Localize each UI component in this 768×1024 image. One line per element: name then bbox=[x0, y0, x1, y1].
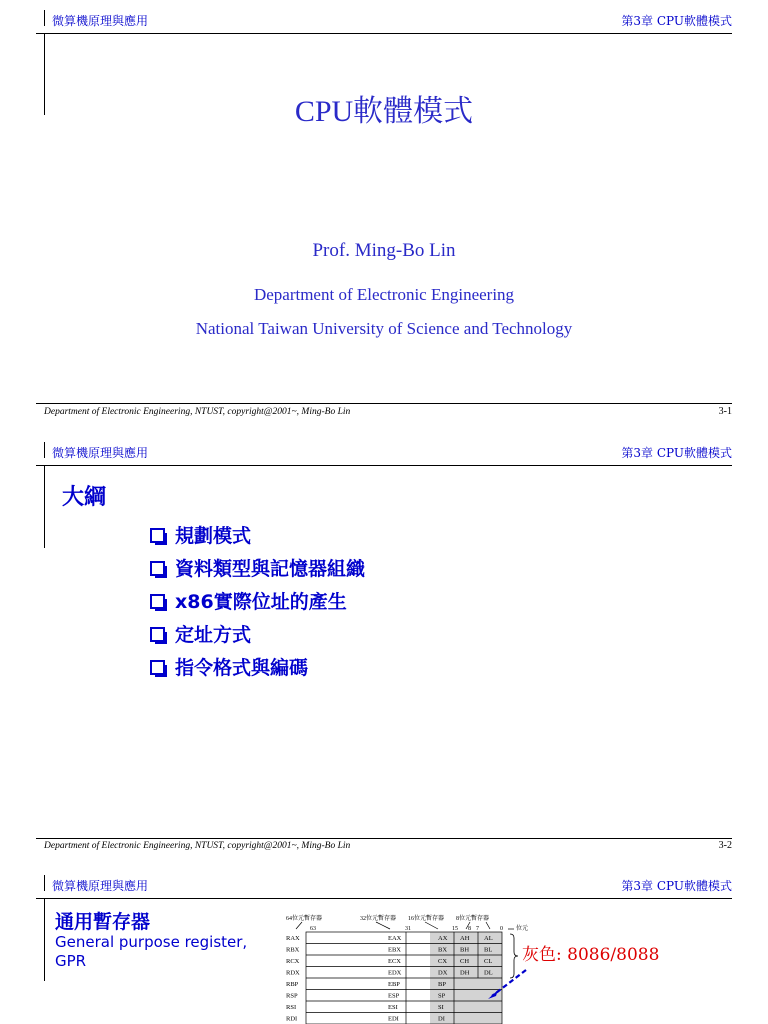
svg-text:BL: BL bbox=[484, 946, 493, 954]
label-8bit: 8位元暫存器 bbox=[456, 916, 490, 922]
header-rule bbox=[36, 898, 732, 899]
outline-list bbox=[150, 520, 365, 685]
svg-text:CH: CH bbox=[460, 958, 470, 965]
course-title: 微算機原理與應用 bbox=[52, 446, 149, 460]
bit-31: 31 bbox=[405, 926, 411, 932]
svg-text:RSP: RSP bbox=[286, 992, 298, 1000]
svg-text:RAX: RAX bbox=[286, 935, 300, 942]
bit-15: 15 bbox=[452, 926, 458, 932]
svg-text:DX: DX bbox=[438, 969, 448, 977]
checkbox-bullet-icon bbox=[150, 627, 165, 642]
label-64bit: 64位元暫存器 bbox=[286, 916, 323, 922]
header-tick bbox=[44, 875, 45, 891]
svg-text:RBP: RBP bbox=[286, 981, 299, 988]
footer-rule bbox=[36, 403, 732, 404]
chapter-title: 第3章 CPU軟體模式 bbox=[621, 879, 732, 893]
checkbox-bullet-icon bbox=[150, 594, 165, 609]
gray-note: 灰色: 8086/8088 bbox=[522, 945, 660, 965]
svg-text:RDX: RDX bbox=[286, 969, 300, 977]
svg-text:ESI: ESI bbox=[388, 1004, 398, 1011]
left-rule bbox=[44, 465, 45, 548]
chapter-title: 第3章 CPU軟體模式 bbox=[621, 446, 732, 460]
header-tick bbox=[44, 442, 45, 458]
outline-item: 資料類型與記憶器組織 bbox=[150, 553, 365, 586]
author: Prof. Ming-Bo Lin bbox=[312, 240, 456, 261]
gpr-subheading: General purpose register, GPR bbox=[55, 933, 248, 970]
svg-text:DH: DH bbox=[460, 969, 470, 977]
bit-7: 7 bbox=[476, 926, 479, 932]
department: Department of Electronic Engineering bbox=[253, 285, 515, 304]
header-rule bbox=[36, 33, 732, 34]
outline-heading: 大綱 bbox=[62, 485, 107, 510]
svg-text:EDX: EDX bbox=[388, 969, 402, 977]
course-title: 微算機原理與應用 bbox=[52, 14, 149, 28]
svg-text:RSI: RSI bbox=[286, 1004, 297, 1011]
bit-0: 0 bbox=[500, 926, 503, 932]
bit-63: 63 bbox=[310, 926, 316, 932]
university: National Taiwan University of Science and Technology bbox=[195, 319, 573, 338]
svg-text:EBP: EBP bbox=[388, 981, 400, 988]
page-number: 3-2 bbox=[718, 840, 732, 851]
course-title: 微算機原理與應用 bbox=[52, 879, 149, 893]
svg-text:EAX: EAX bbox=[388, 935, 402, 942]
svg-text:RBX: RBX bbox=[286, 946, 300, 954]
svg-text:DL: DL bbox=[484, 969, 493, 977]
checkbox-bullet-icon bbox=[150, 561, 165, 576]
bit-unit: 位元 bbox=[516, 926, 529, 932]
svg-text:RCX: RCX bbox=[286, 958, 300, 965]
label-32bit: 32位元暫存器 bbox=[360, 916, 397, 922]
svg-text:BX: BX bbox=[438, 946, 448, 954]
svg-text:DI: DI bbox=[438, 1015, 445, 1023]
slide-2 bbox=[0, 432, 768, 865]
checkbox-bullet-icon bbox=[150, 528, 165, 543]
footer-rule bbox=[36, 838, 732, 839]
gpr-heading: 通用暫存器 bbox=[55, 911, 151, 933]
svg-text:AH: AH bbox=[460, 935, 470, 942]
outline-item: 指令格式與編碼 bbox=[150, 652, 365, 685]
svg-text:EDI: EDI bbox=[388, 1015, 399, 1023]
slide-title: CPU軟體模式 bbox=[294, 95, 474, 128]
left-rule bbox=[44, 898, 45, 981]
register-diagram bbox=[280, 910, 530, 1024]
svg-text:RDI: RDI bbox=[286, 1015, 298, 1023]
label-16bit: 16位元暫存器 bbox=[408, 916, 445, 922]
svg-text:EBX: EBX bbox=[388, 946, 401, 954]
outline-item: 規劃模式 bbox=[150, 520, 365, 553]
slide-1 bbox=[0, 0, 768, 432]
header-rule bbox=[36, 465, 732, 466]
footer-text: Department of Electronic Engineering, NTUST, copyright@2001~, Ming-Bo Lin bbox=[44, 841, 351, 851]
checkbox-bullet-icon bbox=[150, 660, 165, 675]
page-number: 3-1 bbox=[718, 406, 732, 417]
svg-text:ECX: ECX bbox=[388, 958, 401, 965]
svg-text:AX: AX bbox=[438, 935, 448, 942]
bracket bbox=[510, 934, 518, 978]
svg-text:CL: CL bbox=[484, 958, 493, 965]
svg-text:ESP: ESP bbox=[388, 992, 400, 1000]
header-tick bbox=[44, 10, 45, 26]
svg-text:SI: SI bbox=[438, 1004, 444, 1011]
footer-text: Department of Electronic Engineering, NTUST, copyright@2001~, Ming-Bo Lin bbox=[44, 407, 351, 417]
svg-text:SP: SP bbox=[438, 992, 446, 1000]
svg-text:BH: BH bbox=[460, 946, 470, 954]
svg-text:CX: CX bbox=[438, 958, 448, 965]
chapter-title: 第3章 CPU軟體模式 bbox=[621, 14, 732, 28]
slide-3 bbox=[0, 865, 768, 1024]
svg-text:AL: AL bbox=[484, 935, 493, 942]
outline-item: 定址方式 bbox=[150, 619, 365, 652]
bit-8: 8 bbox=[468, 926, 471, 932]
outline-item: x86實際位址的產生 bbox=[150, 586, 365, 619]
svg-text:BP: BP bbox=[438, 981, 446, 988]
